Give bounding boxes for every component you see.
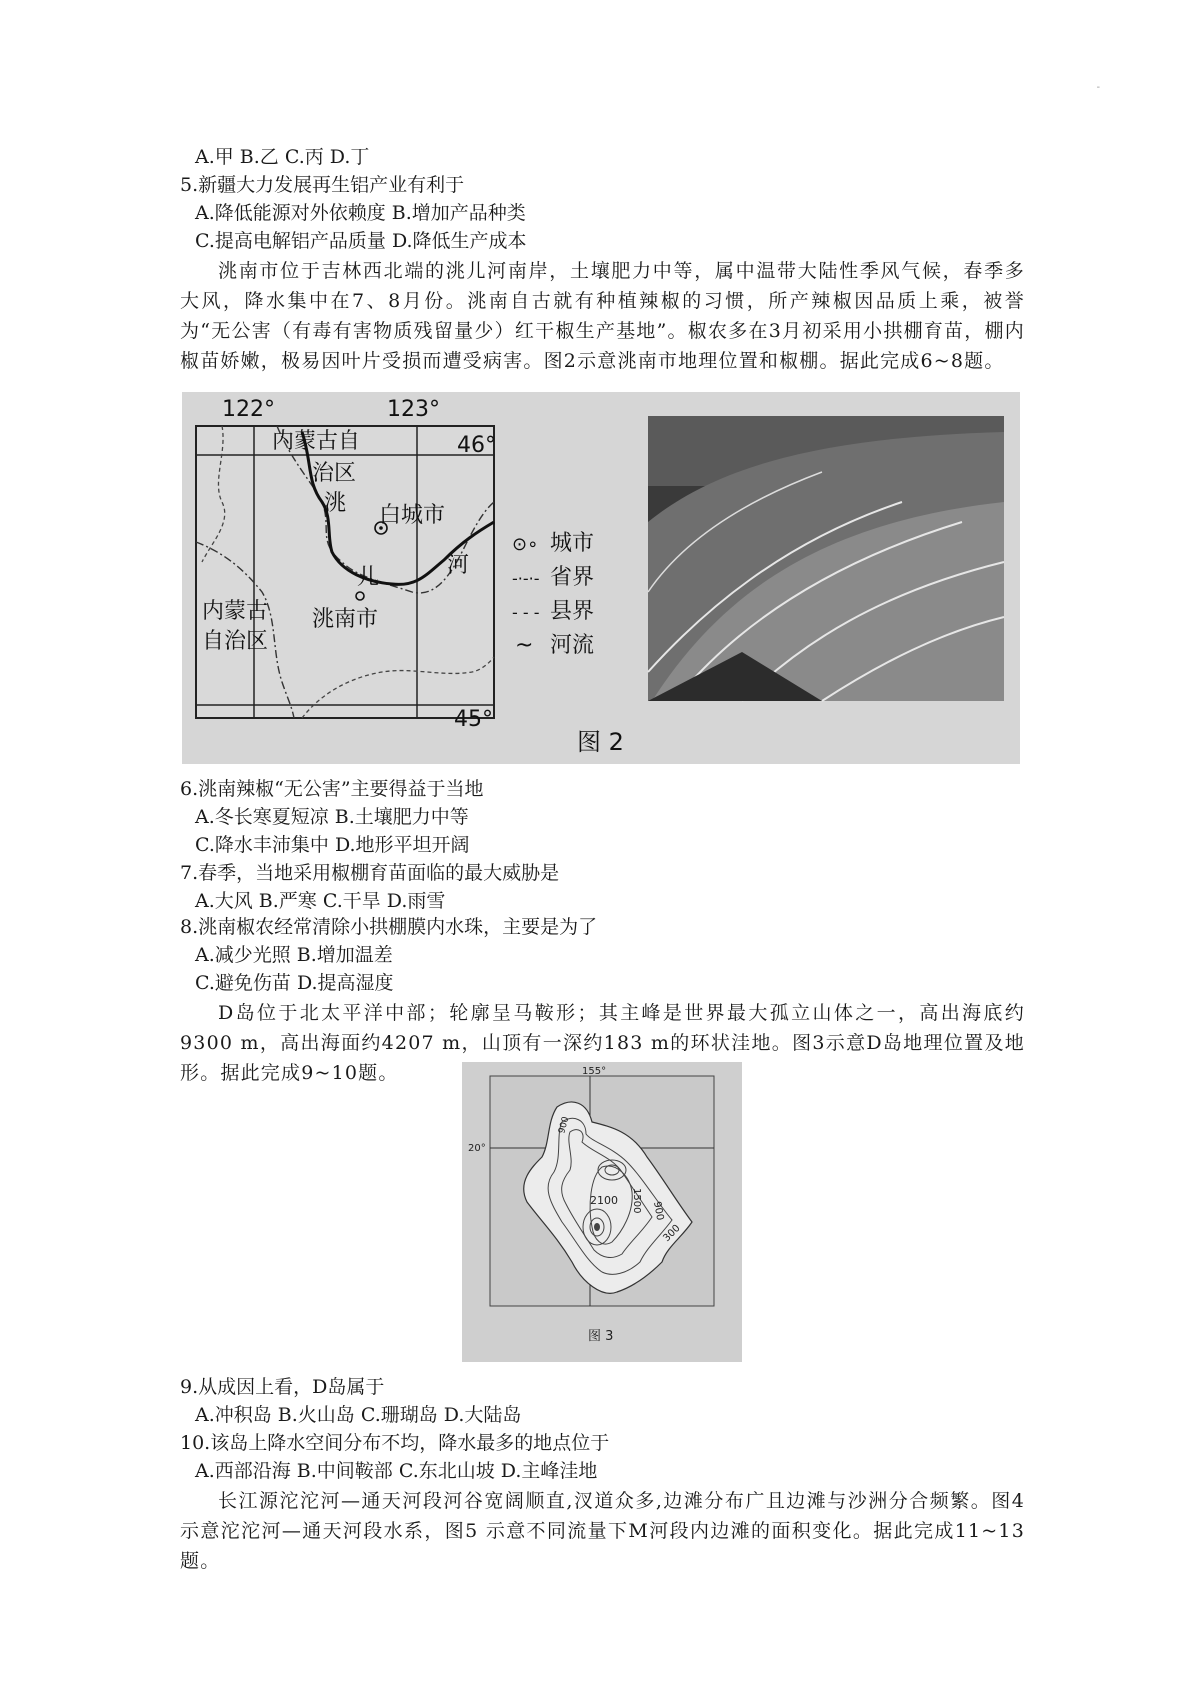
- river-char-3: 河: [447, 553, 470, 578]
- q5-stem: 5.新疆大力发展再生铝产业有利于: [180, 174, 465, 196]
- summit-marker: [594, 1223, 600, 1231]
- q9-stem: 9.从成因上看，D岛属于: [180, 1376, 385, 1398]
- region-left-line2: 自治区: [202, 629, 269, 654]
- lat-45-label: 45°: [454, 707, 493, 732]
- legend-river-symbol: ~: [515, 633, 534, 658]
- contour-label-2100: 2100: [590, 1194, 618, 1207]
- pepper-greenhouse-photo: [648, 416, 1004, 701]
- q8-options-cd: C.避免伤苗 D.提高湿度: [195, 972, 394, 994]
- region-left-line1: 内蒙古: [202, 599, 269, 624]
- legend-river-label: 河流: [550, 633, 595, 658]
- passage-yangtze-source-text: 长江源沱沱河—通天河段河谷宽阔顺直,汊道众多,边滩分布广且边滩与沙洲分合频繁。图4示意沱沱河—通天河段水系，图5 示意不同流量下M河段内边滩的面积变化。据此完成11~13题。: [180, 1490, 1025, 1572]
- legend-city-symbol: ⊙∘: [512, 534, 539, 555]
- q10-options: A.西部沿海 B.中间鞍部 C.东北山坡 D.主峰洼地: [195, 1460, 598, 1482]
- q7-options: A.大风 B.严寒 C.干旱 D.雨雪: [195, 890, 446, 912]
- figure-3: [462, 1062, 742, 1362]
- legend-city-label: 城市: [550, 531, 595, 556]
- region-top-line1: 内蒙古自: [272, 429, 361, 454]
- river-char-2: 儿: [357, 565, 380, 590]
- corner-mark: -: [1096, 82, 1100, 93]
- contour-label-1500: 1500: [631, 1188, 642, 1214]
- q8-options-ab: A.减少光照 B.增加温差: [195, 944, 393, 966]
- passage-yangtze-source: [180, 1486, 1025, 1576]
- passage-taonan-text: 洮南市位于吉林西北端的洮儿河南岸，土壤肥力中等，属中温带大陆性季风气候，春季多大风，降水集中在7、8月份。洮南自古就有种植辣椒的习惯，所产辣椒因品质上乘，被誉为“无公害（有毒有害物质残留量少）红干椒生产基地”。椒农多在3月初采用小拱棚育苗，棚内椒苗娇嫩，极易因叶片受损而遭受病害。图2示意洮南市地理位置和椒棚。据此完成6~8题。: [180, 260, 1025, 372]
- contour-label-900-east: 900: [651, 1200, 666, 1222]
- figure-2: [182, 392, 1020, 764]
- legend-county-symbol: - - -: [512, 603, 540, 622]
- q9-options: A.冲积岛 B.火山岛 C.珊瑚岛 D.大陆岛: [195, 1404, 522, 1426]
- lat-20-label: 20°: [468, 1143, 486, 1154]
- region-top-line2: 治区: [312, 461, 357, 486]
- legend-province-label: 省界: [550, 565, 595, 590]
- passage-taonan: [180, 256, 1025, 376]
- contour-label-300: 300: [661, 1222, 683, 1245]
- lon-122-label: 122°: [222, 397, 275, 422]
- figure-3-map: [462, 1062, 742, 1362]
- q6-options-cd: C.降水丰沛集中 D.地形平坦开阔: [195, 834, 470, 856]
- figure-2-caption: 图 2: [577, 728, 624, 756]
- city-taonan-label: 洮南市: [312, 607, 379, 632]
- q5-options-ab: A.降低能源对外依赖度 B.增加产品种类: [195, 202, 526, 224]
- figure-2-map: [182, 392, 1020, 764]
- legend-county-label: 县界: [550, 599, 595, 624]
- figure-3-caption: 图 3: [588, 1329, 614, 1344]
- passage-d-island-text: D岛位于北太平洋中部；轮廓呈马鞍形；其主峰是世界最大孤立山体之一，高出海底约9300 m，高出海面约4207 m，山顶有一深约183 m的环状洼地。图3示意D岛地理位置及地形。据此完成9~10题。: [180, 1002, 1025, 1084]
- contour-label-900-north: 900: [557, 1115, 572, 1135]
- q4-options: A.甲 B.乙 C.丙 D.丁: [195, 146, 370, 168]
- q7-stem: 7.春季，当地采用椒棚育苗面临的最大威胁是: [180, 862, 560, 884]
- q10-stem: 10.该岛上降水空间分布不均，降水最多的地点位于: [180, 1432, 610, 1454]
- city-baicheng-label: 白城市: [379, 503, 446, 528]
- lat-46-label: 46°: [457, 433, 496, 458]
- q5-options-cd: C.提高电解铝产品质量 D.降低生产成本: [195, 230, 527, 252]
- q8-stem: 8.洮南椒农经常清除小拱棚膜内水珠，主要是为了: [180, 916, 598, 938]
- q6-options-ab: A.冬长寒夏短凉 B.土壤肥力中等: [195, 806, 469, 828]
- legend-province-symbol: -·-·-: [512, 569, 540, 588]
- river-char-1: 洮: [324, 491, 347, 516]
- lon-155-label: 155°: [582, 1066, 607, 1077]
- q6-stem: 6.洮南辣椒“无公害”主要得益于当地: [180, 778, 484, 800]
- lon-123-label: 123°: [387, 397, 440, 422]
